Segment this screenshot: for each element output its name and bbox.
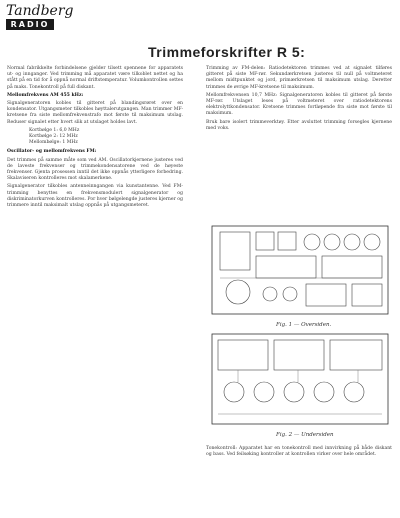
tool-paragraph: Bruk bare isolert trimmeverktøy. Etter avsluttet trimming forsegles kjernene med voks. (206, 119, 392, 131)
chassis-underside-diagram (208, 330, 392, 430)
intro-paragraph: Normal fabrikkelte forbindelsene gjelder tilsett spennene for apparatets ut- og innganger. Ved trimming må apparatet være tilkoblet nettet og ha stått på en tid for å oppnå normal driftstemperatur. Volumkontrollen settes på maks. Tonekontroll på full diskant. (7, 66, 183, 90)
osc-paragraph: Det trimmes på samme måte som ved AM. Oscillatorkjernene justeres ved de laveste frekvenser og trimmekondensatorene ved de høyeste frekvenser. Gjenta prosessen inntil det ikke oppnås ytterligere forbedring. Skalaviseren kontrolleres mot skalamerkene. (7, 157, 183, 182)
tone-paragraph: Tonekontroll: Apparatet har en tonekontroll med innvirkning på både diskant og bass. Ved feilsøking kontroller at kontrollen virker over hele området. (206, 446, 392, 458)
list-item: Kortbølge 1: 6,0 MHz (29, 127, 80, 133)
mf-paragraph: Signalgeneratoren kobles til gitteret på blandingsrøret over en kondensator. Utgangsmeter tilkobles høyttalerutgangen. Man trimmer MF-kretsene fra siste mellomfrekvenstrafo mot første til maksimum utslag. Reduser signalet etter hvert slik at utslaget holdes lavt. (7, 101, 183, 125)
list-item: Mellombølge: 1 MHz (29, 140, 78, 146)
brand-logo (6, 4, 72, 30)
mf-fm-paragraph: Mellomfrekvensen 10,7 MHz: Signalgeneratoren kobles til gitteret på første MF-rør. Utslaget leses på voltmeteret over ratiodetektorens elektrolyttkondensator. Kretsene trimmes fortløpende fra siste mot første til maksimum. (206, 92, 392, 117)
figure-2-caption: Fig. 2 — Undersiden (276, 432, 334, 438)
tail-paragraph: Signalgenerator tilkobles antenneinngangen via kunstantenne. Ved FM-trimming benyttes en frekvensmodulert signalgenerator og diskriminatorkurven kontrolleres. Por hver bølgelengde justeres kjerner og trimmere inntil maksimalt utslag oppnås på utgangsmeteret. (7, 184, 183, 209)
frequency-list (29, 128, 183, 147)
chassis-top-diagram (208, 222, 392, 320)
list-item: Kortbølge 2: 12 MHz (29, 134, 78, 140)
mf-heading: Mellomfrekvens AM 455 kHz: (7, 92, 84, 98)
page-title: Trimmeforskrifter R 5: (148, 44, 306, 60)
figure-1-caption: Fig. 1 — Oversiden. (276, 322, 332, 328)
fm-paragraph: Trimming av FM-delen: Ratiodetektoren trimmes ved at signalet tilføres gitteret på siste MF-rør. Sekundærkretsen justeres til null på voltmeteret mellom midtpunktet og jord, primærkretsen til maksimum utslag. Deretter trimmes de øvrige MF-kretsene til maksimum. (206, 66, 392, 90)
right-column (206, 66, 392, 134)
left-column (7, 66, 183, 211)
brand-radio-box: RADIO (6, 19, 54, 30)
osc-heading: Oscillator- og mellomfrekvens FM: (7, 149, 97, 155)
brand-script: Tandberg (6, 3, 74, 19)
right-column-footer (206, 446, 392, 460)
